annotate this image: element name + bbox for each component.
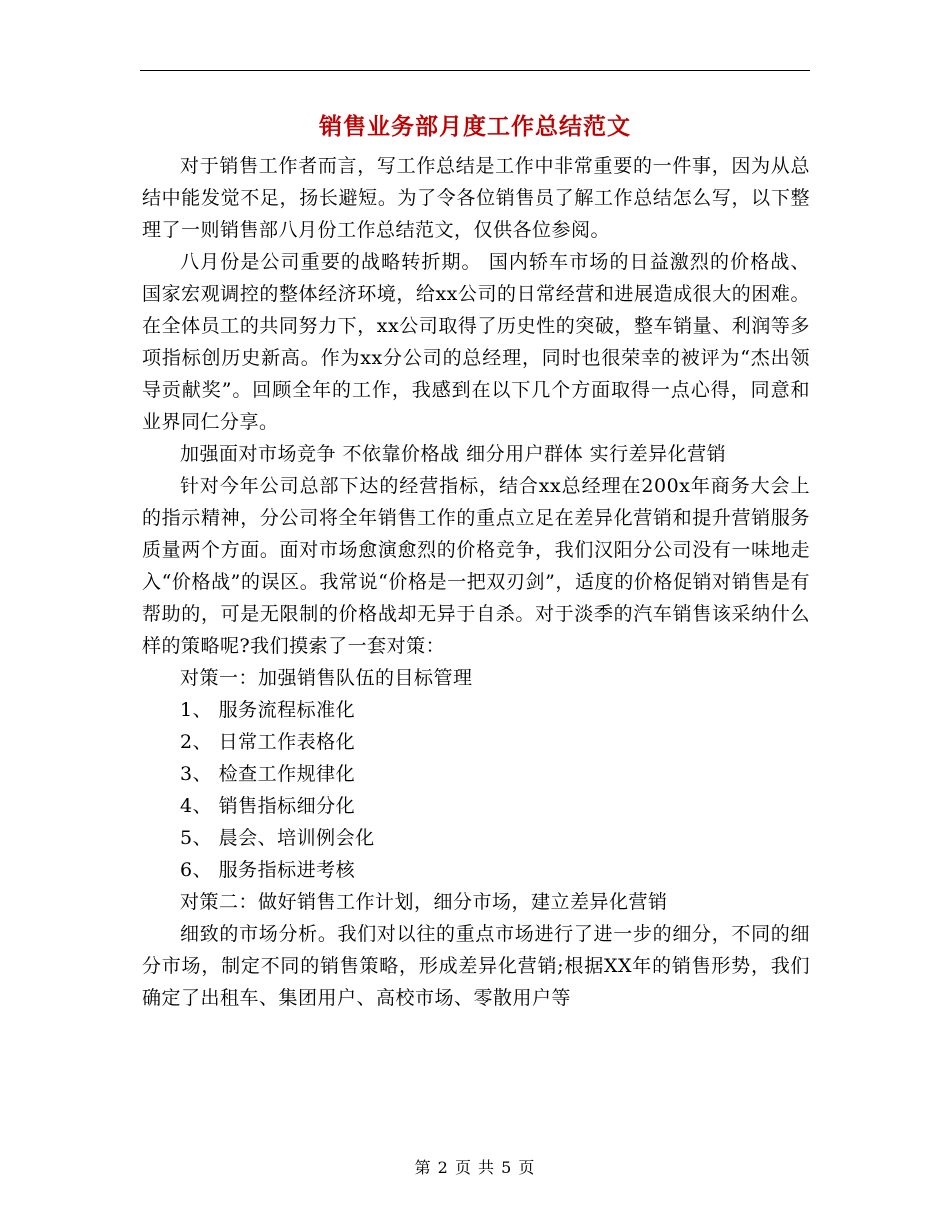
page-number: 第 2 页 共 5 页 — [414, 1158, 536, 1177]
header-rule — [140, 70, 810, 71]
paragraph-august: 八月份是公司重要的战略转折期。 国内轿车市场的日益激烈的价格战、国家宏观调控的整体经济环境，给xx公司的日常经营和进展造成很大的困难。在全体员工的共同努力下，xx公司取得了历史性的突破，整车销量、利润等多项指标创历史新高。作为xx分公司的总经理，同时也很荣幸的被评为“杰出领导贡献奖”。回顾全年的工作，我感到在以下几个方面取得一点心得，同意和业界同仁分享。 — [142, 251, 810, 433]
list-item: 2、 日常工作表格化 — [180, 731, 356, 753]
strategy-two-heading: 对策二：做好销售工作计划，细分市场，建立差异化营销 — [180, 891, 668, 913]
paragraph-intro: 对于销售工作者而言，写工作总结是工作中非常重要的一件事，因为从总结中能发觉不足，扬长避短。为了令各位销售员了解工作总结怎么写，以下整理了一则销售部八月份工作总结范文，仅供各位参阅。 — [142, 155, 810, 241]
paragraph-market-analysis: 细致的市场分析。我们对以往的重点市场进行了进一步的细分，不同的细分市场，制定不同的销售策略，形成差异化营销;根据XX年的销售形势，我们确定了出租车、集团用户、高校市场、零散用户等 — [142, 923, 810, 1009]
list-item: 1、 服务流程标准化 — [180, 699, 356, 721]
document-body — [142, 150, 810, 1014]
list-item: 5、 晨会、培训例会化 — [180, 827, 375, 849]
list-item: 3、 检查工作规律化 — [180, 763, 356, 785]
list-item: 6、 服务指标进考核 — [180, 859, 356, 881]
paragraph-strategy: 针对今年公司总部下达的经营指标，结合xx总经理在200x年商务大会上的指示精神，分公司将全年销售工作的重点立足在差异化营销和提升营销服务质量两个方面。面对市场愈演愈烈的价格竞争，我们汉阳分公司没有一味地走入“价格战”的误区。我常说“价格是一把双刃剑”，适度的价格促销对销售是有帮助的，可是无限制的价格战却无异于自杀。对于淡季的汽车销售该采纳什么样的策略呢?我们摸索了一套对策： — [142, 475, 810, 657]
list-item: 4、 销售指标细分化 — [180, 795, 356, 817]
strategy-one-heading: 对策一：加强销售队伍的目标管理 — [180, 667, 473, 689]
section-heading: 加强面对市场竞争 不依靠价格战 细分用户群体 实行差异化营销 — [180, 443, 727, 465]
document-title: 销售业务部月度工作总结范文 — [319, 114, 631, 140]
